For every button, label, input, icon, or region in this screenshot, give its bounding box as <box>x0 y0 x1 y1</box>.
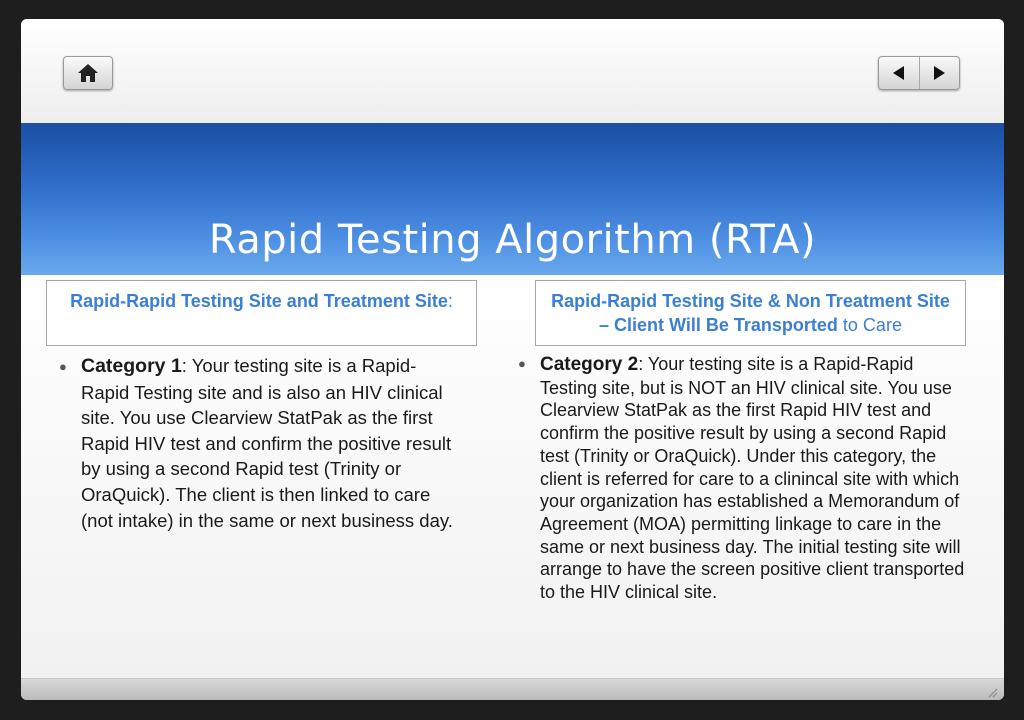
right-bullet-list <box>518 353 968 604</box>
triangle-right-icon <box>931 65 947 81</box>
right-bullet-text <box>540 353 968 604</box>
previous-slide-button[interactable] <box>879 57 919 89</box>
right-header-rest: to Care <box>837 315 902 335</box>
right-category-body: : Your testing site is a Rapid-Rapid Testing site, but is NOT an HIV clinical site. You use Clearview StatPak as the first Rapid HIV test and confirm the positive result by using a second Rapid test (Trinity or OraQuick). Under this category, the client is referred for care to a clinincal site with which your organization has established a Memorandum of Agreement (MOA) permitting linkage to care in the same or next business day. The initial testing site will arrange to have the screen positive client transported to the HIV clinical site. <box>540 354 965 603</box>
left-column-header <box>46 280 477 346</box>
bullet-icon: ● <box>59 359 67 374</box>
triangle-left-icon <box>891 65 907 81</box>
title-band <box>21 123 1004 275</box>
left-bullet-list <box>59 353 459 533</box>
list-item <box>518 353 968 604</box>
list-item <box>59 353 459 533</box>
right-column-header <box>535 280 966 346</box>
slide-content <box>21 275 1004 678</box>
bottom-bar <box>21 678 1004 700</box>
resize-grip-icon[interactable] <box>986 686 998 698</box>
left-header-rest: : <box>447 291 453 311</box>
left-category-label: Category 1 <box>81 355 182 377</box>
right-header-bold: Rapid-Rapid Testing Site & Non Treatment Site – Client Will Be Transported <box>551 291 950 335</box>
slide-nav-arrows <box>878 56 960 90</box>
left-category-body: : Your testing site is a Rapid-Rapid Testing site and is also an HIV clinical site. You use Clearview StatPak as the first Rapid HIV test and confirm the positive result by using a second Rapid test (Trinity or OraQuick). The client is then linked to care (not intake) in the same or next business day. <box>81 355 453 531</box>
left-header-bold: Rapid-Rapid Testing Site and Treatment Site <box>70 291 448 311</box>
bullet-icon: ● <box>518 356 526 371</box>
top-toolbar <box>21 19 1004 123</box>
home-icon <box>77 63 99 83</box>
slide-title: Rapid Testing Algorithm (RTA) <box>208 217 817 263</box>
home-button[interactable] <box>63 56 113 90</box>
slide <box>21 19 1004 700</box>
next-slide-button[interactable] <box>919 57 959 89</box>
left-bullet-text <box>81 353 459 533</box>
right-category-label: Category 2 <box>540 354 639 375</box>
